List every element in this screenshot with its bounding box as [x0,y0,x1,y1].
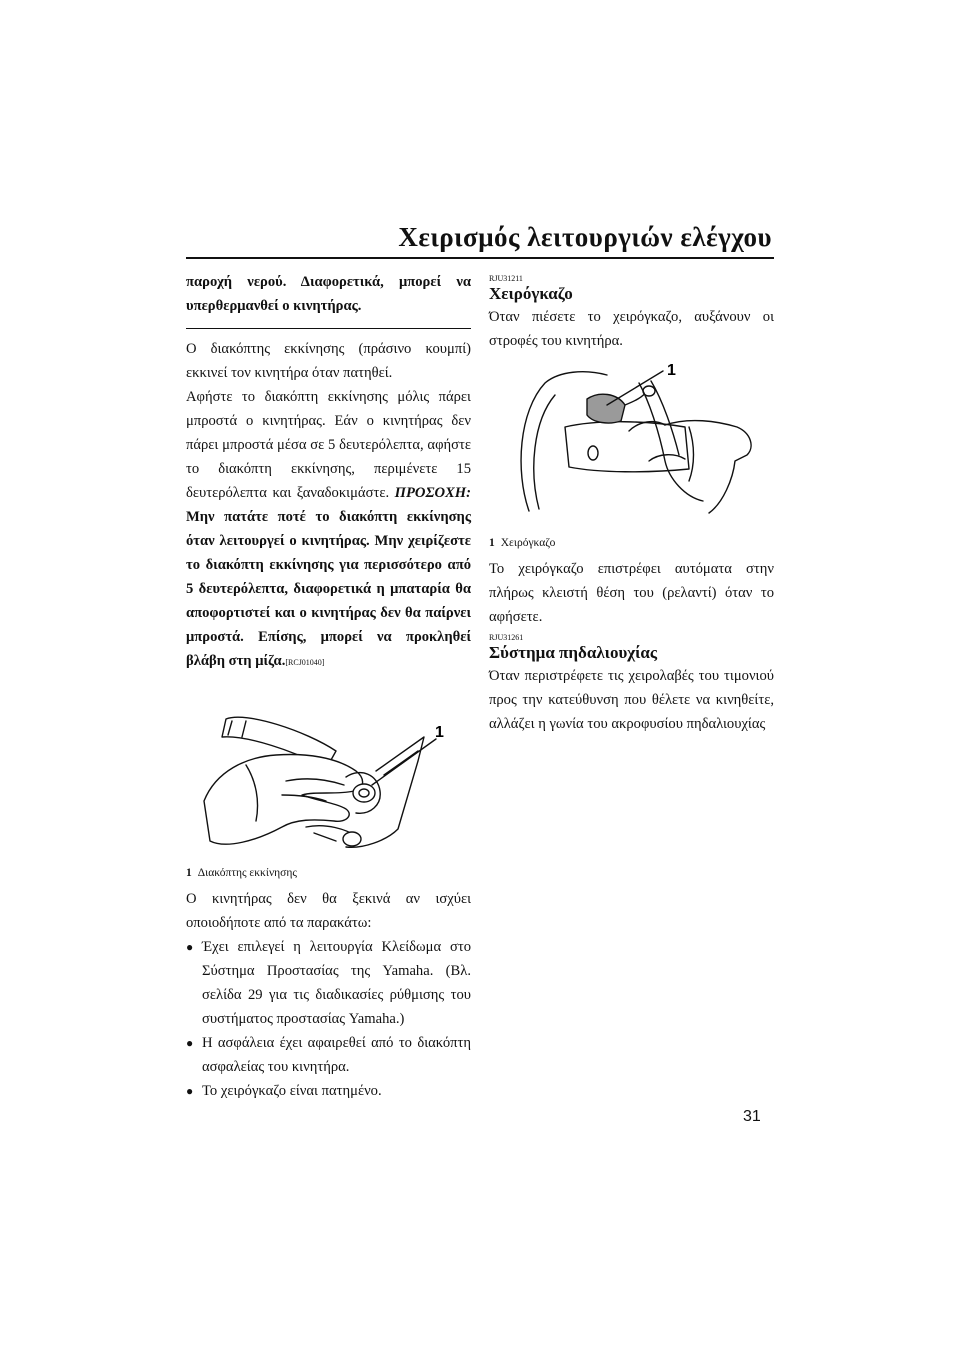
bullet-icon: ● [186,1084,194,1098]
engine-no-start-intro: Ο κινητήρας δεν θα ξεκινά αν ισχύει οποιοδήποτε από τα παρακάτω: [186,891,471,931]
start-switch-instructions-text: Αφήστε το διακόπτη εκκίνησης μόλις πάρει μπροστά ο κινητήρας. Εάν ο κινητήρας δεν πάρει μπροστά μέσα σε 5 δευτερόλεπτα, αφήστε το διακόπτη εκκίνησης, περιμένετε 15 δευτερόλεπτα και ξαναδοκιμάστε. [186,389,471,501]
section-code: RJU31211 [489,274,523,283]
page-number: 31 [743,1108,761,1125]
warning-tail-text: παροχή νερού. Διαφορετικά, μπορεί να υπερθερμανθεί ο κινητήρας. [186,274,471,314]
warning-separator [186,328,471,329]
throttle-section-title: Χειρόγκαζο [489,284,573,303]
right-column [489,270,774,736]
caption-text: Διακόπτης εκκίνησης [197,867,297,879]
list-item [186,935,471,1031]
left-column [186,270,471,1103]
list-item [186,1079,471,1103]
figure-callout-label: 1 [435,724,444,741]
section-code: RJU31261 [489,633,524,642]
notice-reference-code: [RCJ01040] [285,658,325,667]
steering-section-title: Σύστημα πηδαλιουχίας [489,643,658,662]
start-switch-instructions [186,385,471,675]
bullet-icon: ● [186,940,194,954]
notice-text: Μην πατάτε ποτέ το διακόπτη εκκίνησης όταν λειτουργεί ο κινητήρας. Μην χειρίζεστε το διακόπτη εκκίνησης για περισσότερο από 5 δευτερόλεπτα, διαφορετικά η μπαταρία θα αποφορτιστεί και ο κινητήρας δεν θα παίρνει μπροστά. Επίσης, μπορεί να προκληθεί βλάβη στη μίζα. [186,509,471,669]
start-switch-description: Ο διακόπτης εκκίνησης (πράσινο κουμπί) εκκινεί τον κινητήρα όταν πατηθεί. [186,341,471,381]
start-switch-illustration [186,691,471,861]
throttle-figure [489,361,774,551]
list-item-text: Το χειρόγκαζο είναι πατημένο. [202,1083,382,1099]
throttle-description: Όταν πιέσετε το χειρόγκαζο, αυξάνουν οι στροφές του κινητήρα. [489,309,774,349]
start-switch-figure [186,691,471,881]
figure-caption [489,535,774,551]
throttle-return-text: Το χειρόγκαζο επιστρέφει αυτόματα στην πλήρως κλειστή θέση του (ρελαντί) όταν το αφήσετε. [489,561,774,625]
steering-description: Όταν περιστρέφετε τις χειρολαβές του τιμονιού προς την κατεύθυνση που θέλετε να κινηθείτε, αλλάζει η γωνία του ακροφυσίου πηδαλιουχίας [489,668,774,732]
notice-label: ΠΡΟΣΟΧΗ: [394,485,471,501]
list-item-text: Έχει επιλεγεί η λειτουργία Κλείδωμα στο Σύστημα Προστασίας της Yamaha. (Βλ. σελίδα 29 για τις διαδικασίες ρύθμισης του συστήματος προστασίας Yamaha.) [202,939,471,1027]
figure-caption [186,865,471,881]
throttle-illustration [489,361,774,531]
caption-number: 1 [186,867,192,879]
caption-number: 1 [489,537,495,549]
caption-text: Χειρόγκαζο [500,537,556,549]
list-item-text: Η ασφάλεια έχει αφαιρεθεί από το διακόπτη ασφαλείας του κινητήρα. [202,1035,471,1075]
header-rule [186,257,774,259]
bullet-icon: ● [186,1036,194,1050]
figure-callout-label: 1 [667,362,676,379]
list-item [186,1031,471,1079]
page-header-title: Χειρισμός λειτουργιών ελέγχου [398,222,772,252]
